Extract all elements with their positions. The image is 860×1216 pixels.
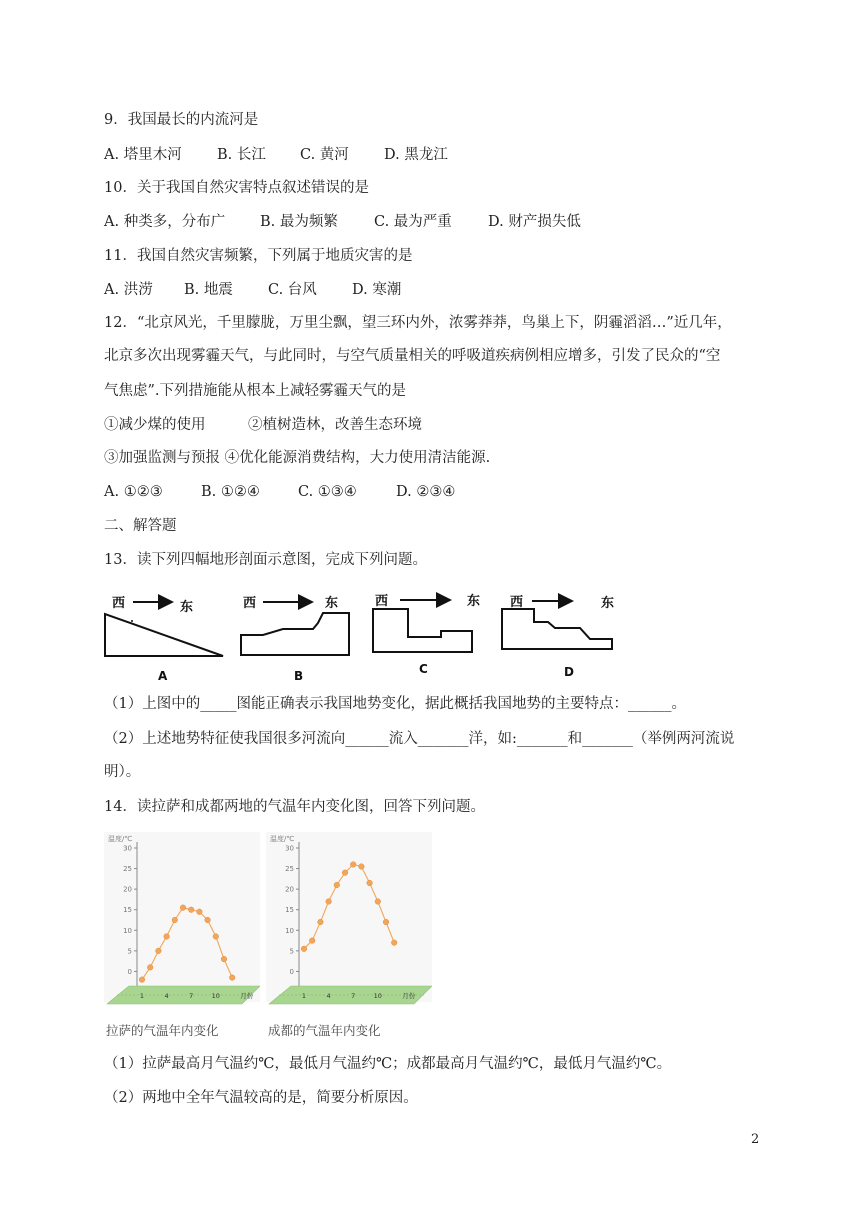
lhasa-y-tick-label: 0 [127,967,132,976]
terrain-profile-diagrams [100,592,640,684]
chengdu-data-point [367,880,373,886]
q13-part-2-line-1: （2）上述地势特征使我国很多河流向______流入_______洋，如:_______和_______（举例两河流说 [104,731,735,747]
lhasa-y-tick-label: 30 [123,844,132,853]
diagram-a-label: A [158,669,168,683]
q14-part-2: （2）两地中全年气温较高的是，简要分析原因。 [104,1090,418,1106]
q10-option-b: B. 最为频繁 [260,214,338,230]
section-heading: 二、解答题 [104,518,177,534]
chengdu-data-point [359,864,365,870]
lhasa-x-tick-label: 4 [164,992,169,1000]
diagram-c-east-label: 东 [467,594,481,609]
lhasa-data-point [205,917,211,923]
chengdu-y-tick-label: 20 [285,885,294,894]
q13-stem: 13．读下列四幅地形剖面示意图，完成下列问题。 [104,552,427,568]
chengdu-data-point [326,899,332,905]
q9-option-b: B. 长江 [217,147,266,163]
diagram-b-east-label: 东 [325,596,339,611]
chengdu-data-point [309,938,315,944]
q12-option-a: A. ①②③ [104,484,163,500]
q12-options [104,482,455,502]
q11-option-c: C. 台风 [268,282,317,298]
diagram-b-profile [241,613,349,655]
diagram-d-east-label: 东 [601,596,615,611]
lhasa-x-tick-label: 10 [211,992,220,1000]
q10-options [104,212,581,232]
page-number: 2 [751,1132,760,1147]
diagram-d-west-label: 西 [510,595,524,610]
q9-option-d: D. 黑龙江 [384,147,448,163]
lhasa-data-point [180,905,186,911]
q9-option-a: A. 塔里木河 [104,147,182,163]
chengdu-data-point [350,862,356,868]
q12-line-3: 气焦虑”.下列措施能从根本上减轻雾霾天气的是 [104,383,407,399]
q11-stem: 11．我国自然灾害频繁，下列属于地质灾害的是 [104,248,413,264]
chengdu-y-tick-label: 0 [289,967,294,976]
chengdu-x-tick-label: 4 [326,992,331,1000]
lhasa-data-point [197,909,203,915]
q12-item-1: ①减少煤的使用 [104,417,206,433]
q9-stem: 9．我国最长的内流河是 [104,112,259,128]
q12-line-1: 12．“北京风光，千里朦胧，万里尘飘，望三环内外，浓雾莽莽，鸟巢上下，阴霾滔滔…”近几年， [104,315,732,331]
q12-items-row-1 [104,415,422,435]
diagram-a-east-label: 东 [180,600,194,615]
lhasa-y-tick-label: 15 [123,906,132,915]
chengdu-chart-title: 成都的气温年内变化 [268,1023,381,1038]
diagram-b-label: B [294,669,304,683]
diagram-c-profile [373,609,472,652]
diagram-a-profile [105,614,223,656]
q10-stem: 10．关于我国自然灾害特点叙述错误的是 [104,180,369,196]
lhasa-data-point [172,917,178,923]
lhasa-data-point [188,907,194,913]
q11-option-d: D. 寒潮 [352,282,402,298]
lhasa-data-point [164,934,170,940]
chengdu-x-tick-label: 1 [301,992,307,1000]
chengdu-temperature-chart [266,832,432,1042]
q14-stem: 14．读拉萨和成都两地的气温年内变化图，回答下列问题。 [104,799,485,815]
q9-option-c: C. 黄河 [300,147,349,163]
q13-part-1: （1）上图中的_____图能正确表示我国地势变化，据此概括我国地势的主要特点：______。 [104,696,686,712]
lhasa-y-tick-label: 5 [127,947,132,956]
q11-option-a: A. 洪涝 [104,282,153,298]
chengdu-plot-background [266,832,432,1002]
diagram-d-profile [502,609,612,649]
q14-part-1: （1）拉萨最高月气温约℃，最低月气温约℃；成都最高月气温约℃，最低月气温约℃。 [104,1056,672,1072]
chengdu-y-tick-label: 15 [285,906,294,915]
chengdu-data-point [301,946,307,952]
chengdu-x-axis-label: 月份 [402,992,416,1000]
lhasa-y-tick-label: 25 [123,865,132,874]
lhasa-data-point [213,934,219,940]
q11-options [104,280,401,300]
q12-option-b: B. ①②④ [201,484,260,500]
q10-option-a: A. 种类多，分布广 [104,214,226,230]
lhasa-x-tick-label: 1 [139,992,145,1000]
q12-option-d: D. ②③④ [396,484,456,500]
q10-option-c: C. 最为严重 [374,214,452,230]
diagram-c-label: C [419,662,428,676]
lhasa-temperature-chart [104,832,260,1042]
lhasa-y-tick-label: 20 [123,885,132,894]
chengdu-y-tick-label: 5 [289,947,294,956]
lhasa-chart-title: 拉萨的气温年内变化 [106,1023,219,1038]
q9-options [104,145,448,165]
chengdu-data-point [375,899,381,905]
chengdu-data-point [342,870,348,876]
q12-items-row-2: ③加强监测与预报 ④优化能源消费结构，大力使用清洁能源. [104,450,491,466]
lhasa-x-axis-label: 月份 [240,992,254,1000]
chengdu-y-tick-label: 10 [285,926,294,935]
chengdu-x-tick-label: 7 [351,992,356,1000]
lhasa-data-point [147,965,153,971]
lhasa-x-tick-label: 7 [189,992,194,1000]
lhasa-data-point [156,948,162,954]
chengdu-y-tick-label: 30 [285,844,294,853]
chengdu-data-point [334,882,340,888]
diagram-d-label: D [564,665,574,679]
lhasa-data-point [229,975,235,981]
q13-part-2-line-2: 明）。 [104,764,141,780]
chengdu-data-point [391,940,397,946]
chengdu-x-tick-label: 10 [373,992,382,1000]
lhasa-y-axis-label: 温度/℃ [108,835,133,843]
chengdu-y-tick-label: 25 [285,865,294,874]
chengdu-data-point [318,919,324,925]
diagram-c-west-label: 西 [375,594,389,609]
lhasa-data-point [139,977,145,983]
q11-option-b: B. 地震 [184,282,233,298]
chengdu-y-axis-label: 温度/℃ [270,835,295,843]
lhasa-plot-background [104,832,260,1002]
q12-line-2: 北京多次出现雾霾天气，与此同时，与空气质量相关的呼吸道疾病例相应增多，引发了民众的“空 [104,348,721,364]
q10-option-d: D. 财产损失低 [488,214,581,230]
lhasa-data-point [221,956,227,962]
q12-option-c: C. ①③④ [298,484,357,500]
diagram-b-west-label: 西 [243,596,257,611]
lhasa-y-tick-label: 10 [123,926,132,935]
chengdu-data-point [383,919,389,925]
q12-item-2: ②植树造林，改善生态环境 [248,417,422,433]
diagram-a-west-label: 西 [112,596,126,611]
